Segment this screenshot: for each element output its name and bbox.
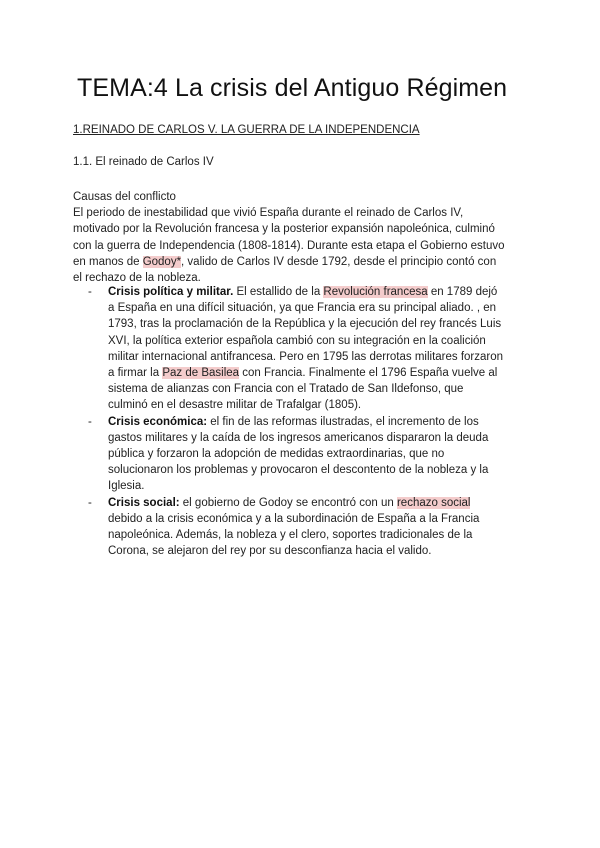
highlight-rechazo-social: rechazo social [396, 496, 471, 509]
bullet-line [108, 495, 508, 511]
causes-heading: Causas del conflicto [73, 191, 176, 203]
bullet-text: el gobierno de Godoy se encontró con un [179, 496, 397, 509]
bullet-text: el fin de las reformas ilustradas, el incremento de los [207, 415, 479, 428]
page-title: TEMA:4 La crisis del Antiguo Régimen [77, 74, 508, 102]
intro-line: el rechazo de la nobleza. [73, 272, 201, 285]
bullet-line: Corona, se alejaron del rey por su desconfianza hacia el valido. [108, 545, 432, 558]
highlight-godoy: Godoy* [142, 255, 182, 268]
bullet-line: gastos militares y la caída de los ingresos americanos dispararon la deuda [108, 431, 489, 444]
bullet-line [108, 284, 508, 300]
bullet-dash: - [88, 286, 92, 298]
subsection-heading: 1.1. El reinado de Carlos IV [73, 156, 214, 168]
bullet-line: solucionaron los problemas y provocaron el descontento de la nobleza y la [108, 464, 489, 477]
crisis-list [88, 284, 508, 559]
intro-text: , valido de Carlos IV desde 1792, desde el principio contó con [181, 255, 497, 268]
highlight-paz-basilea: Paz de Basilea [162, 367, 240, 380]
bullet-line: a España en una difícil situación, ya que Francia era su principal aliado. , en [108, 302, 497, 315]
list-item-political-crisis [88, 284, 508, 414]
bullet-line [108, 365, 508, 381]
highlight-revolucion: Revolución francesa [323, 286, 428, 298]
intro-line: con la guerra de Independencia (1808-1814). Durante esta etapa el Gobierno estuvo [73, 239, 505, 252]
bullet-line: pública y forzaron la adopción de medidas extraordinarias, que no [108, 448, 445, 461]
bullet-line: culminó en el desastre militar de Trafalgar (1805). [108, 399, 362, 412]
bullet-title: Crisis política y militar. [108, 286, 234, 298]
bullet-text: El estallido de la [233, 286, 324, 298]
bullet-line: debido a la crisis económica y a la subordinación de España a la Francia [108, 512, 480, 525]
intro-line: El periodo de inestabilidad que vivió España durante el reinado de Carlos IV, [73, 207, 464, 220]
bullet-line: Iglesia. [108, 480, 145, 493]
bullet-line: napoleónica. Además, la nobleza y el clero, soportes tradicionales de la [108, 529, 473, 542]
intro-block [73, 189, 513, 286]
section-heading: 1.REINADO DE CARLOS V. LA GUERRA DE LA INDEPENDENCIA [73, 124, 420, 136]
intro-line [73, 254, 513, 270]
list-item-economic-crisis [88, 414, 508, 495]
bullet-dash: - [88, 415, 92, 428]
bullet-line: militar internacional antifrancesa. Pero en 1795 las derrotas militares forzaron [108, 350, 504, 363]
bullet-text: a firmar la [108, 367, 163, 380]
bullet-text: en 1789 dejó [427, 286, 498, 298]
intro-text: en manos de [73, 255, 143, 268]
bullet-dash: - [88, 496, 92, 509]
bullet-line: 1793, tras la proclamación de la República y la ejecución del rey francés Luis [108, 318, 502, 331]
list-item-social-crisis [88, 495, 508, 560]
bullet-text: con Francia. Finalmente el 1796 España vuelve al [239, 367, 498, 380]
intro-line: motivado por la Revolución francesa y la posterior expansión napoleónica, culminó [73, 223, 495, 236]
bullet-title: Crisis económica: [108, 415, 208, 428]
bullet-line: XVI, la política exterior española cambió con su integración en la coalición [108, 334, 486, 347]
bullet-title: Crisis social: [108, 496, 180, 509]
bullet-line: sistema de alianzas con Francia con el Tratado de San Ildefonso, que [108, 383, 464, 396]
bullet-line [108, 414, 508, 430]
